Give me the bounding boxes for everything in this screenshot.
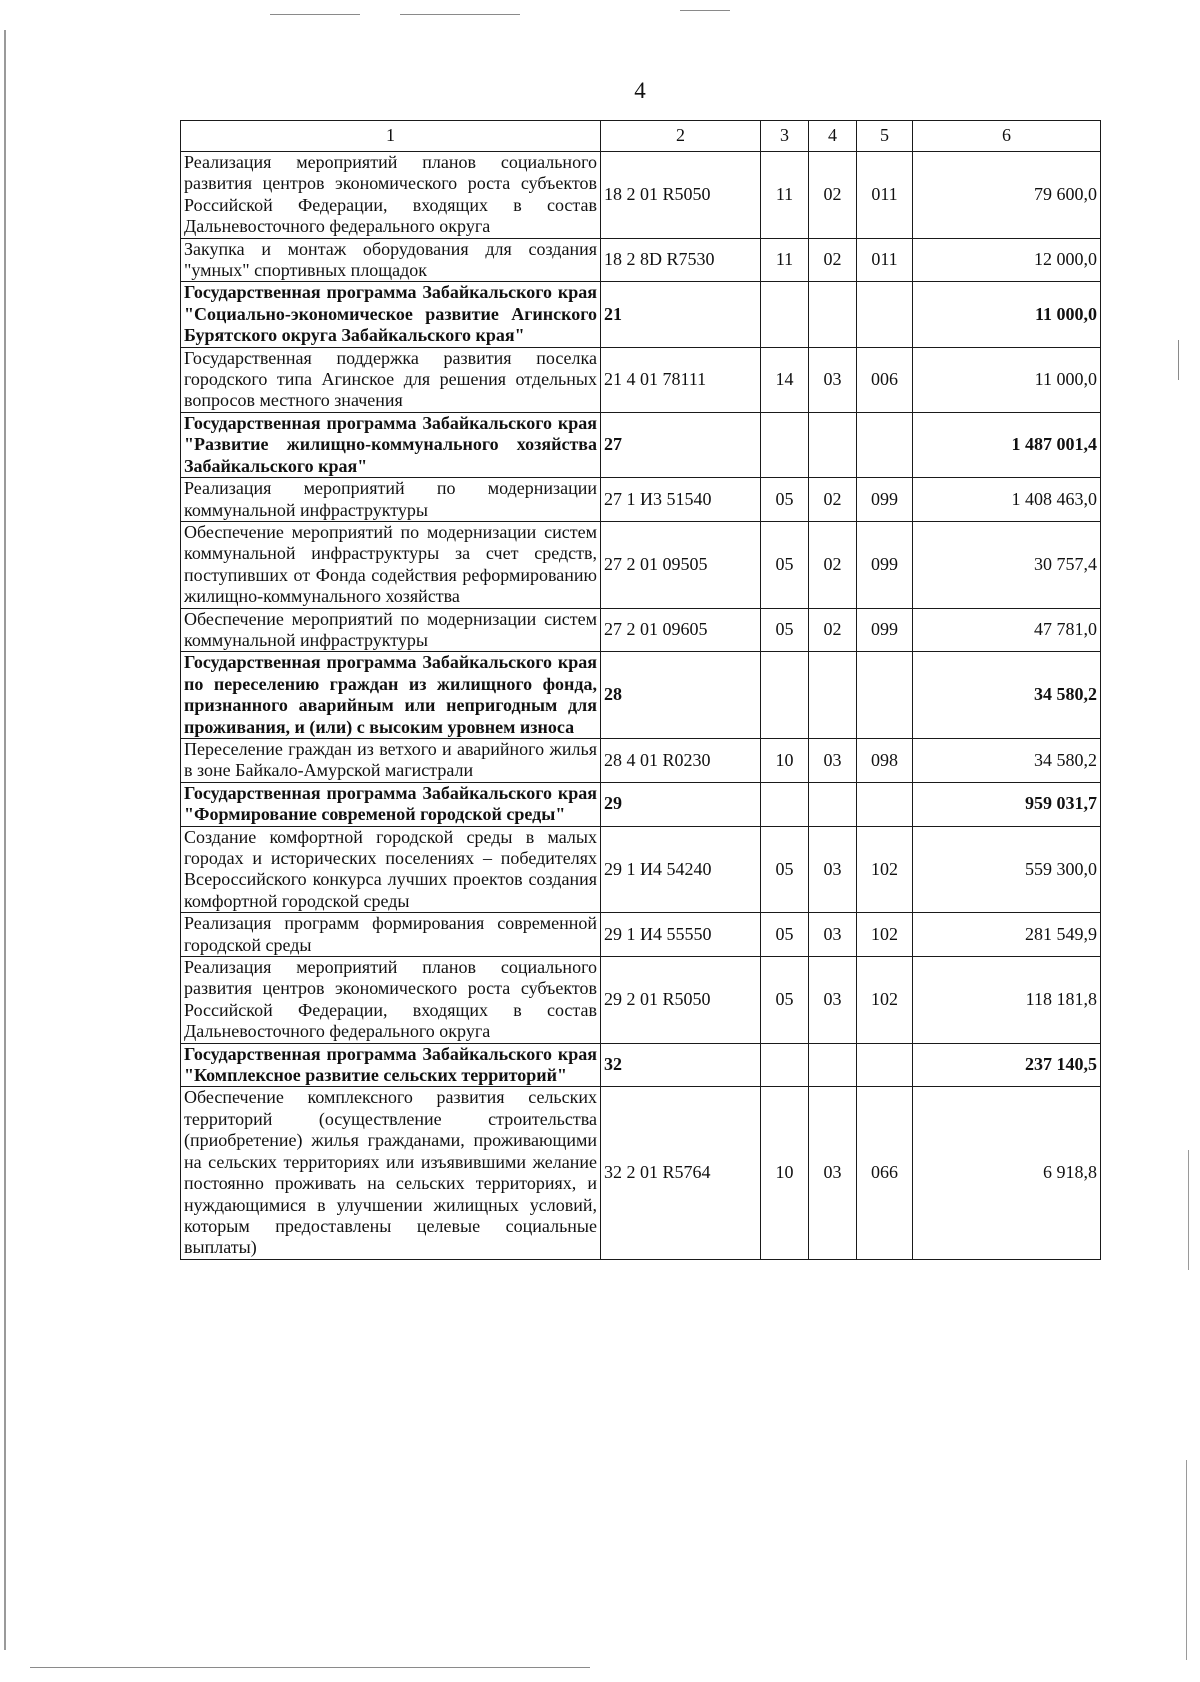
row-amount-cell: 34 580,2 [913,738,1101,782]
table-row [181,478,1101,522]
row-col3-cell: 05 [761,957,809,1044]
table-row [181,608,1101,652]
table-row [181,826,1101,913]
row-col3-cell: 14 [761,347,809,412]
row-col3-cell: 05 [761,826,809,913]
row-col5-cell [857,412,913,477]
row-code-cell: 29 [601,782,761,826]
row-code-cell: 28 [601,652,761,739]
row-col4-cell: 03 [809,347,857,412]
row-col5-cell [857,652,913,739]
row-amount-cell: 1 487 001,4 [913,412,1101,477]
row-col4-cell: 03 [809,957,857,1044]
row-col4-cell: 02 [809,152,857,239]
row-col3-cell: 05 [761,521,809,608]
scan-edge-line-top-3 [680,10,730,11]
row-col3-cell [761,1043,809,1087]
row-name-cell: Реализация мероприятий планов социального развития центров экономического роста субъектов Российской Федерации, входящих в состав Дальневосточного федерального округа [181,957,601,1044]
row-name-cell: Государственная поддержка развития поселка городского типа Агинское для решения отдельных вопросов местного значения [181,347,601,412]
row-code-cell: 27 2 01 09505 [601,521,761,608]
scan-edge-line-right-1 [1178,340,1179,380]
column-header: 5 [857,121,913,152]
row-code-cell: 18 2 8D R7530 [601,238,761,282]
row-code-cell: 32 [601,1043,761,1087]
row-col5-cell [857,782,913,826]
row-col5-cell [857,282,913,347]
column-header: 2 [601,121,761,152]
row-amount-cell: 11 000,0 [913,347,1101,412]
scan-edge-line-left [4,30,6,1650]
row-name-cell: Закупка и монтаж оборудования для создания "умных" спортивных площадок [181,238,601,282]
row-name-cell: Обеспечение комплексного развития сельских территорий (осуществление строительства (приобретение) жилья гражданами, проживающими на сельских территориях или изъявившими желание постоянно проживать на сельских территориях, и нуждающимися в улучшении жилищных условий, которым предоставлены целевые социальные выплаты) [181,1087,601,1259]
row-amount-cell: 34 580,2 [913,652,1101,739]
row-col5-cell: 006 [857,347,913,412]
table-row [181,238,1101,282]
column-header: 4 [809,121,857,152]
row-col5-cell: 011 [857,238,913,282]
scan-edge-line-top-1 [270,14,360,15]
row-col4-cell: 03 [809,913,857,957]
row-col3-cell: 05 [761,608,809,652]
row-name-cell: Государственная программа Забайкальского края "Развитие жилищно-коммунального хозяйства Забайкальского края" [181,412,601,477]
table-row [181,347,1101,412]
row-amount-cell: 47 781,0 [913,608,1101,652]
scan-edge-line-bottom [30,1667,590,1668]
row-amount-cell: 12 000,0 [913,238,1101,282]
row-col4-cell: 02 [809,238,857,282]
row-code-cell: 21 [601,282,761,347]
row-name-cell: Государственная программа Забайкальского края "Формирование современой городской среды" [181,782,601,826]
row-col3-cell: 11 [761,238,809,282]
row-col4-cell: 03 [809,1087,857,1259]
row-amount-cell: 11 000,0 [913,282,1101,347]
table-header-row [181,121,1101,152]
row-col5-cell: 099 [857,478,913,522]
row-amount-cell: 79 600,0 [913,152,1101,239]
row-code-cell: 29 1 И4 54240 [601,826,761,913]
row-name-cell: Обеспечение мероприятий по модернизации систем коммунальной инфраструктуры за счет средств, поступивших от Фонда содействия реформированию жилищно-коммунального хозяйства [181,521,601,608]
row-col4-cell: 03 [809,738,857,782]
row-name-cell: Переселение граждан из ветхого и аварийного жилья в зоне Байкало-Амурской магистрали [181,738,601,782]
row-name-cell: Государственная программа Забайкальского края по переселению граждан из жилищного фонда, признанного аварийным или непригодным для проживания, и (или) с высоким уровнем износа [181,652,601,739]
row-col3-cell: 11 [761,152,809,239]
row-code-cell: 27 [601,412,761,477]
row-col3-cell [761,412,809,477]
page-number: 4 [634,78,646,103]
row-name-cell: Создание комфортной городской среды в малых городах и исторических поселениях – победителях Всероссийского конкурса лучших проектов создания комфортной городской среды [181,826,601,913]
scan-edge-line-top-2 [400,14,520,15]
row-col5-cell: 102 [857,826,913,913]
row-name-cell: Реализация программ формирования современной городской среды [181,913,601,957]
table-row [181,957,1101,1044]
row-name-cell: Обеспечение мероприятий по модернизации систем коммунальной инфраструктуры [181,608,601,652]
row-amount-cell: 30 757,4 [913,521,1101,608]
row-col5-cell: 066 [857,1087,913,1259]
column-header: 1 [181,121,601,152]
row-col4-cell: 02 [809,521,857,608]
budget-table [180,120,1101,1260]
row-col4-cell [809,412,857,477]
row-amount-cell: 237 140,5 [913,1043,1101,1087]
table-row [181,412,1101,477]
row-code-cell: 18 2 01 R5050 [601,152,761,239]
table-row [181,282,1101,347]
row-col5-cell: 099 [857,521,913,608]
row-code-cell: 27 1 И3 51540 [601,478,761,522]
row-col4-cell [809,1043,857,1087]
row-col4-cell: 02 [809,478,857,522]
row-name-cell: Реализация мероприятий планов социального развития центров экономического роста субъектов Российской Федерации, входящих в состав Дальневосточного федерального округа [181,152,601,239]
row-amount-cell: 1 408 463,0 [913,478,1101,522]
row-code-cell: 27 2 01 09605 [601,608,761,652]
row-col5-cell: 011 [857,152,913,239]
column-header: 3 [761,121,809,152]
table-row [181,521,1101,608]
row-col3-cell: 10 [761,738,809,782]
scan-edge-line-right-2 [1188,1150,1189,1270]
row-amount-cell: 559 300,0 [913,826,1101,913]
row-amount-cell: 281 549,9 [913,913,1101,957]
table-row [181,738,1101,782]
row-col3-cell [761,652,809,739]
row-amount-cell: 6 918,8 [913,1087,1101,1259]
row-code-cell: 21 4 01 78111 [601,347,761,412]
row-col4-cell [809,282,857,347]
row-col4-cell: 02 [809,608,857,652]
row-code-cell: 32 2 01 R5764 [601,1087,761,1259]
table-row [181,913,1101,957]
row-col5-cell [857,1043,913,1087]
row-col5-cell: 098 [857,738,913,782]
table-body [181,152,1101,1260]
row-col4-cell: 03 [809,826,857,913]
row-col4-cell [809,782,857,826]
row-col5-cell: 099 [857,608,913,652]
row-amount-cell: 118 181,8 [913,957,1101,1044]
row-col3-cell: 05 [761,913,809,957]
row-col5-cell: 102 [857,957,913,1044]
row-col3-cell: 05 [761,478,809,522]
row-amount-cell: 959 031,7 [913,782,1101,826]
row-code-cell: 28 4 01 R0230 [601,738,761,782]
row-col3-cell [761,782,809,826]
table-row [181,782,1101,826]
table-row [181,1087,1101,1259]
row-name-cell: Государственная программа Забайкальского края "Комплексное развитие сельских территорий" [181,1043,601,1087]
table-row [181,652,1101,739]
table-row [181,1043,1101,1087]
table-row [181,152,1101,239]
column-header: 6 [913,121,1101,152]
row-col3-cell [761,282,809,347]
row-name-cell: Реализация мероприятий по модернизации коммунальной инфраструктуры [181,478,601,522]
scan-edge-line-right-3 [1186,1460,1187,1660]
row-col5-cell: 102 [857,913,913,957]
row-code-cell: 29 1 И4 55550 [601,913,761,957]
row-name-cell: Государственная программа Забайкальского края "Социально-экономическое развитие Агинского Бурятского округа Забайкальского края" [181,282,601,347]
row-col3-cell: 10 [761,1087,809,1259]
row-code-cell: 29 2 01 R5050 [601,957,761,1044]
row-col4-cell [809,652,857,739]
